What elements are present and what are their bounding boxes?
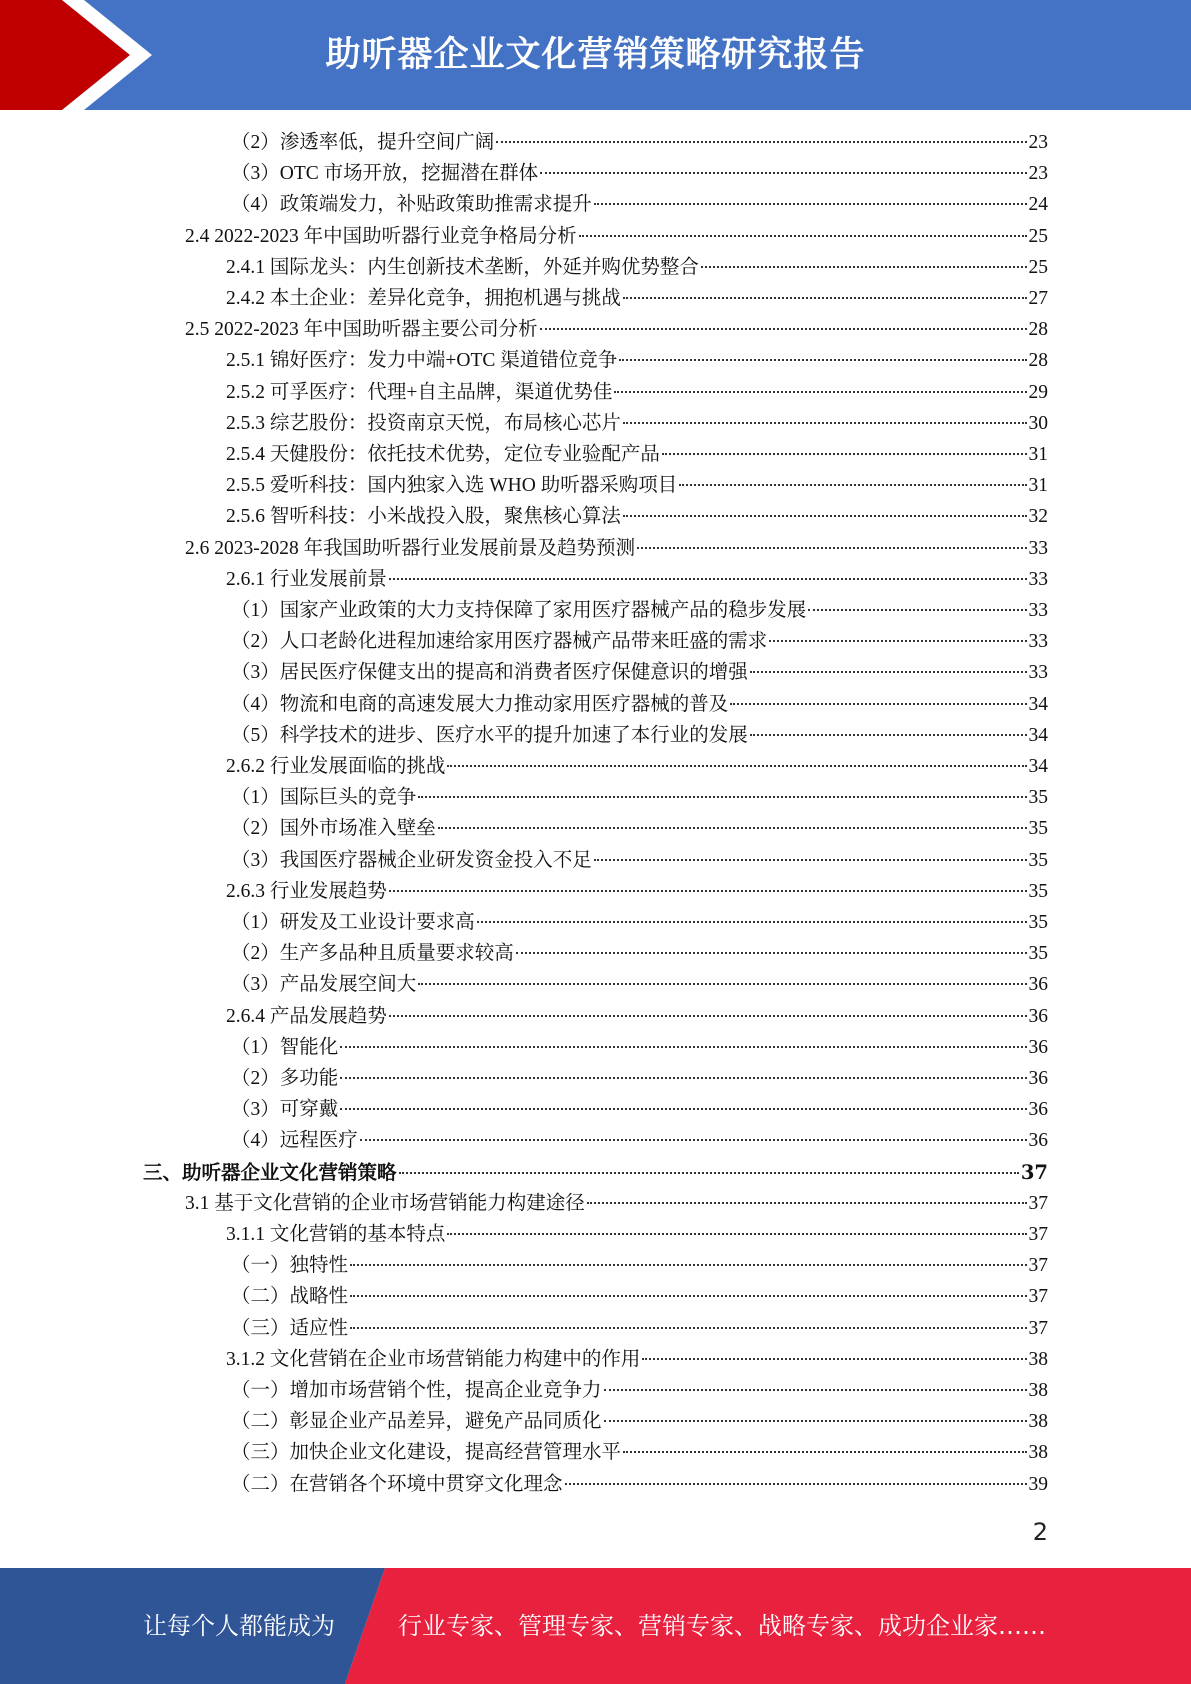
toc-dot-leader [350,1327,1026,1329]
toc-dot-leader [637,547,1026,549]
toc-entry-page: 35 [1028,943,1048,965]
toc-entry-title: （1）研发及工业设计要求高 [231,912,475,933]
toc-entry[interactable] [226,501,1048,532]
toc-dot-leader [808,609,1026,611]
toc-entry-page: 36 [1028,974,1048,996]
toc-entry-page: 38 [1028,1442,1048,1464]
toc-entry-title: （1）国际巨头的竞争 [231,787,417,809]
toc-entry-title: 2.5 2022-2023 年中国助听器主要公司分析 [185,319,538,341]
toc-dot-leader [540,328,1027,330]
toc-dot-leader [340,1077,1026,1079]
toc-entry-page: 34 [1028,724,1048,746]
toc-entry-title: 2.6 2023-2028 年我国助听器行业发展前景及趋势预测 [185,537,636,559]
toc-dot-leader [614,391,1026,393]
toc-dot-leader [642,1358,1026,1360]
toc-entry-page: 27 [1028,288,1048,309]
toc-entry-page: 25 [1028,225,1048,247]
toc-dot-leader [447,1233,1026,1235]
toc-entry[interactable] [231,1469,1048,1500]
toc-entry[interactable] [231,689,1048,720]
toc-dot-leader [350,1295,1026,1297]
toc-entry[interactable] [231,657,1048,688]
toc-entry-page: 38 [1028,1380,1048,1401]
toc-entry-title: 2.5.5 爱听科技：国内独家入选 WHO 助听器采购项目 [226,475,678,497]
toc-dot-leader [565,1483,1027,1485]
toc-entry-title: 3.1 基于文化营销的企业市场营销能力构建途径 [185,1192,585,1214]
toc-entry-page: 37 [1028,1192,1048,1214]
toc-entry-page: 33 [1028,537,1048,559]
toc-dot-leader [604,1420,1027,1422]
toc-entry-title: 3.1.1 文化营销的基本特点 [226,1224,446,1245]
page-header [0,0,1191,110]
page-number: 2 [1032,1518,1048,1546]
toc-dot-leader [360,1139,1027,1141]
toc-entry[interactable] [231,1094,1048,1125]
toc-dot-leader [679,484,1026,486]
toc-dot-leader [594,859,1027,861]
toc-entry-title: 2.5.3 综艺股份：投资南京天悦，布局核心芯片 [226,412,621,434]
toc-entry[interactable] [226,408,1048,439]
toc-entry[interactable] [226,252,1048,283]
toc-dot-leader [730,703,1026,705]
toc-dot-leader [594,203,1027,205]
toc-entry-page: 36 [1028,1036,1048,1058]
toc-entry-page: 31 [1028,444,1048,465]
toc-entry-title: 三、助听器企业文化营销策略 [143,1160,397,1184]
toc-entry[interactable] [231,626,1048,657]
toc-entry-title: （2）多功能 [231,1068,339,1089]
toc-entry[interactable] [231,969,1048,1000]
toc-entry-title: （二）彰显企业产品差异，避免产品同质化 [231,1411,602,1433]
toc-dot-leader [769,640,1026,642]
toc-entry-page: 37 [1028,1255,1048,1277]
toc-dot-leader [623,1451,1026,1453]
toc-dot-leader [750,671,1027,673]
toc-entry[interactable] [231,595,1048,626]
footer-slogan-right: 行业专家、管理专家、营销专家、战略专家、成功企业家…… [398,1612,1046,1640]
toc-entry[interactable] [226,283,1048,314]
toc-entry-page: 32 [1028,506,1048,528]
toc-entry[interactable] [185,533,1048,564]
toc-entry[interactable] [226,1344,1048,1375]
toc-entry[interactable] [231,938,1048,969]
toc-entry-page: 37 [1028,1317,1048,1339]
toc-entry-page: 33 [1028,662,1048,684]
toc-dot-leader [389,1015,1027,1017]
toc-entry-page: 35 [1028,787,1048,809]
toc-entry-title: （二）在营销各个环境中贯穿文化理念 [231,1473,563,1495]
toc-dot-leader [350,1264,1026,1266]
toc-entry-title: （三）加快企业文化建设，提高经营管理水平 [231,1442,622,1464]
toc-entry[interactable] [226,377,1048,408]
toc-entry-title: （4）物流和电商的高速发展大力推动家用医疗器械的普及 [231,693,729,715]
toc-entry-page: 33 [1028,600,1048,621]
page-footer [0,1568,1191,1684]
toc-entry-title: （4）政策端发力，补贴政策助推需求提升 [231,194,592,216]
toc-entry-title: 2.6.2 行业发展面临的挑战 [226,756,446,777]
toc-entry[interactable] [226,1001,1048,1032]
toc-entry[interactable] [231,1032,1048,1063]
toc-entry-title: 2.4.2 本土企业：差异化竞争，拥抱机遇与挑战 [226,288,621,309]
report-title: 助听器企业文化营销策略研究报告 [325,35,866,75]
toc-entry-page: 33 [1028,631,1048,653]
toc-entry-title: （二）战略性 [231,1286,349,1308]
toc-dot-leader [750,734,1027,736]
toc-entry[interactable] [226,751,1048,782]
toc-entry-title: 2.4 2022-2023 年中国助听器行业竞争格局分析 [185,225,577,247]
toc-entry[interactable] [231,845,1048,876]
toc-entry[interactable] [226,439,1048,470]
toc-dot-leader [623,422,1027,424]
toc-entry-page: 36 [1028,1099,1048,1121]
toc-entry[interactable] [231,189,1048,220]
toc-entry[interactable] [231,720,1048,751]
toc-entry-page: 36 [1028,1068,1048,1089]
toc-entry-page: 37 [1028,1286,1048,1308]
toc-dot-leader [399,1172,1019,1174]
toc-entry-page: 28 [1028,319,1048,341]
toc-entry[interactable] [231,1375,1048,1406]
toc-entry-title: 2.6.1 行业发展前景 [226,568,387,590]
toc-entry-title: 3.1.2 文化营销在企业市场营销能力构建中的作用 [226,1348,641,1370]
toc-entry-page: 31 [1028,475,1048,497]
toc-entry-page: 39 [1028,1473,1048,1495]
toc-entry-title: （3）OTC 市场开放，挖掘潜在群体 [231,163,539,185]
toc-entry[interactable] [231,127,1048,158]
toc-dot-leader [389,890,1027,892]
toc-entry-title: 2.5.1 锦好医疗：发力中端+OTC 渠道错位竞争 [226,350,618,372]
toc-dot-leader [496,141,1026,143]
toc-entry-page: 36 [1028,1005,1048,1027]
toc-entry-title: （2）生产多品种且质量要求较高 [231,943,514,965]
toc-entry-title: 2.4.1 国际龙头：内生创新技术垄断，外延并购优势整合 [226,256,699,278]
toc-dot-leader [604,1389,1027,1391]
toc-entry[interactable] [231,1063,1048,1094]
toc-entry[interactable] [231,1250,1048,1281]
toc-entry-page: 38 [1028,1348,1048,1370]
toc-entry[interactable] [231,158,1048,189]
toc-entry-title: （3）产品发展空间大 [231,974,417,996]
toc-entry-title: （2）渗透率低，提升空间广阔 [231,132,495,153]
toc-entry-page: 23 [1028,163,1048,185]
toc-dot-leader [418,796,1026,798]
toc-entry[interactable] [185,314,1048,345]
toc-dot-leader [477,921,1027,923]
toc-entry-title: 2.6.4 产品发展趋势 [226,1005,387,1027]
toc-entry-page: 36 [1028,1130,1048,1152]
toc-entry-title: （5）科学技术的进步、医疗水平的提升加速了本行业的发展 [231,724,748,746]
toc-entry[interactable] [231,1313,1048,1344]
toc-entry-title: （三）适应性 [231,1317,349,1339]
toc-entry[interactable] [226,470,1048,501]
toc-entry[interactable] [226,564,1048,595]
toc-dot-leader [438,827,1027,829]
toc-entry-page: 35 [1028,849,1048,871]
toc-entry-page: 37 [1020,1160,1048,1184]
toc-entry-page: 35 [1028,818,1048,840]
toc-entry-title: （2）国外市场准入壁垒 [231,818,436,840]
toc-entry-title: （3）居民医疗保健支出的提高和消费者医疗保健意识的增强 [231,662,748,684]
toc-entry-page: 35 [1028,912,1048,933]
toc-dot-leader [340,1108,1026,1110]
toc-entry-page: 24 [1028,194,1048,216]
toc-entry[interactable] [231,1437,1048,1468]
toc-entry-page: 38 [1028,1411,1048,1433]
toc-entry-title: （3）我国医疗器械企业研发资金投入不足 [231,849,592,871]
toc-entry-title: 2.5.2 可孚医疗：代理+自主品牌，渠道优势佳 [226,381,613,403]
toc-entry[interactable] [185,221,1048,252]
toc-entry-page: 33 [1028,568,1048,590]
toc-dot-leader [623,297,1027,299]
toc-entry-title: 2.5.6 智听科技：小米战投入股，聚焦核心算法 [226,506,621,528]
toc-entry-page: 35 [1028,880,1048,902]
toc-entry[interactable] [231,1125,1048,1156]
toc-entry[interactable] [231,813,1048,844]
toc-entry-title: （1）智能化 [231,1036,339,1058]
toc-entry-title: （一）独特性 [231,1255,349,1277]
footer-slogan-left: 让每个人都能成为 [143,1612,335,1640]
toc-entry[interactable] [231,907,1048,938]
toc-entry-title: （1）国家产业政策的大力支持保障了家用医疗器械产品的稳步发展 [231,600,807,621]
toc-dot-leader [540,172,1026,174]
toc-entry-title: （2）人口老龄化进程加速给家用医疗器械产品带来旺盛的需求 [231,631,768,653]
toc-entry-page: 28 [1028,350,1048,372]
toc-entry-title: 2.5.4 天健股份：依托技术优势，定位专业验配产品 [226,444,660,465]
toc-entry-page: 25 [1028,256,1048,278]
toc-entry[interactable] [185,1188,1048,1219]
toc-dot-leader [389,578,1027,580]
toc-dot-leader [619,359,1026,361]
toc-entry-page: 34 [1028,693,1048,715]
toc-entry-title: 2.6.3 行业发展趋势 [226,880,387,902]
toc-dot-leader [623,515,1027,517]
toc-dot-leader [418,983,1026,985]
toc-entry[interactable] [231,1406,1048,1437]
toc-entry[interactable] [143,1157,1048,1188]
toc-dot-leader [579,235,1027,237]
toc-entry-title: （一）增加市场营销个性，提高企业竞争力 [231,1380,602,1401]
toc-entry[interactable] [231,782,1048,813]
toc-entry-page: 37 [1028,1224,1048,1245]
toc-entry-page: 34 [1028,756,1048,777]
toc-dot-leader [701,266,1027,268]
toc-dot-leader [447,765,1026,767]
toc-dot-leader [516,952,1027,954]
toc-dot-leader [587,1202,1027,1204]
toc-entry-title: （4）远程医疗 [231,1130,358,1152]
toc-dot-leader [340,1046,1026,1048]
toc-entry-title: （3）可穿戴 [231,1099,339,1121]
toc-entry-page: 23 [1028,132,1048,153]
toc-entry-page: 30 [1028,412,1048,434]
toc-entry[interactable] [226,876,1048,907]
toc-entry-page: 29 [1028,381,1048,403]
toc-entry[interactable] [231,1281,1048,1312]
toc-entry[interactable] [226,1219,1048,1250]
toc-dot-leader [662,453,1027,455]
toc-entry[interactable] [226,345,1048,376]
